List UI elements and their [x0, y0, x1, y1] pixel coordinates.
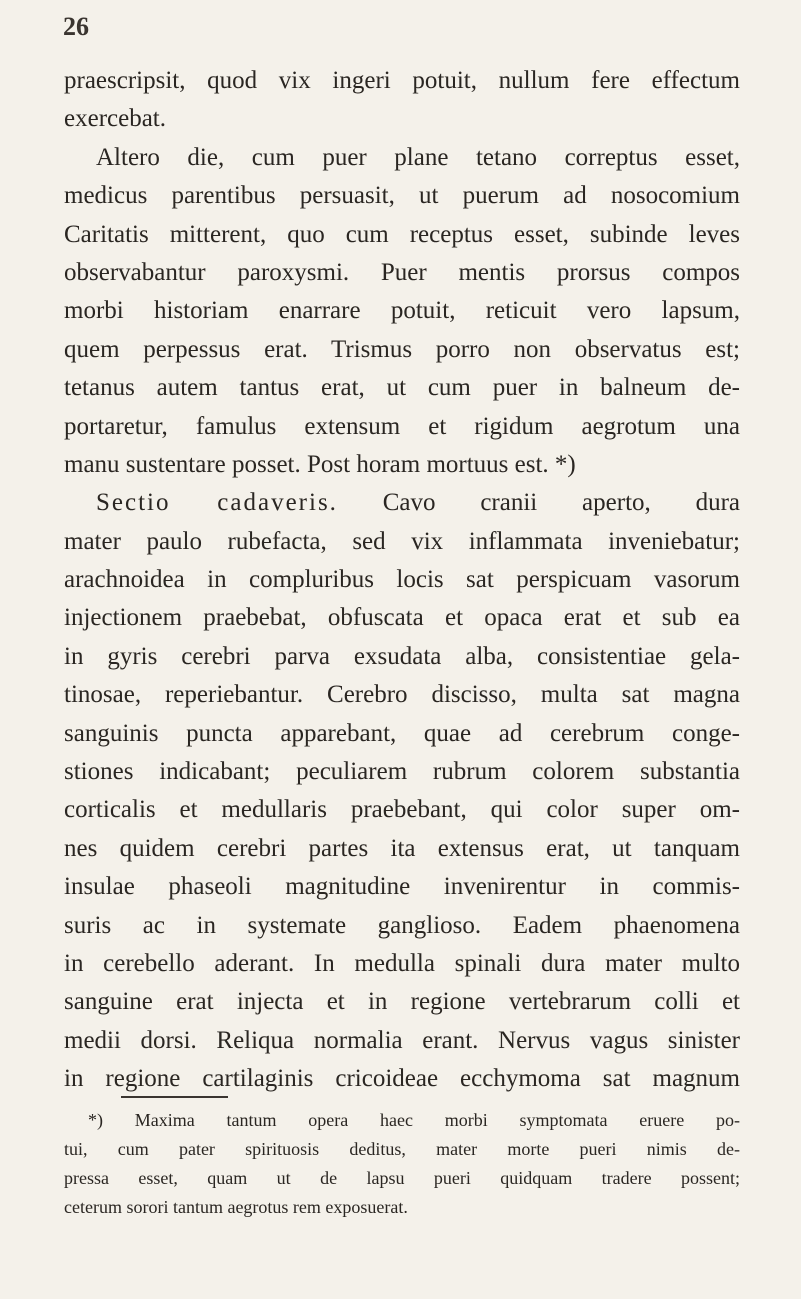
footnote-line: pressa esset, quam ut de lapsu pueri quidquam tradere possent; [64, 1168, 740, 1188]
text-line: tinosae, reperiebantur. Cerebro discisso, multa sat magna [64, 681, 740, 709]
text-line: exercebat. [64, 105, 167, 133]
text-line: corticalis et medullaris praebebant, qui color super om- [64, 796, 740, 824]
text-line: Caritatis mitterent, quo cum receptus esset, subinde leves [64, 220, 740, 248]
text-line: injectionem praebebat, obfuscata et opaca erat et sub ea [64, 604, 740, 632]
footnote [64, 1106, 740, 1222]
text-line: arachnoidea in compluribus locis sat perspicuam vasorum [64, 566, 740, 594]
text-line: sanguinis puncta apparebant, quae ad cerebrum conge- [64, 719, 740, 747]
text-line [64, 484, 740, 522]
text-line: medii dorsi. Reliqua normalia erant. Nervus vagus sinister [64, 1026, 740, 1054]
text-line: Altero die, cum puer plane tetano correptus esset, [96, 143, 740, 171]
text-line: nes quidem cerebri partes ita extensus erat, ut tanquam [64, 834, 740, 862]
text-line: in gyris cerebri parva exsudata alba, consistentiae gela- [64, 642, 740, 670]
text-line: praescripsit, quod vix ingeri potuit, nullum fere effectum [64, 67, 740, 94]
text-line: observabantur paroxysmi. Puer mentis prorsus compos [64, 258, 740, 286]
text-fragment: Cavo cranii aperto, dura [382, 489, 740, 517]
text-line: stiones indicabant; peculiarem rubrum colorem substantia [64, 758, 740, 786]
footnote-line: ceterum sorori tantum aegrotus rem exposuerat. [64, 1197, 408, 1217]
text-line: tetanus autem tantus erat, ut cum puer in balneum de- [64, 374, 740, 402]
text-line: mater paulo rubefacta, sed vix inflammata inveniebatur; [64, 527, 740, 555]
footnote-rule [121, 1096, 228, 1098]
section-heading: Sectio cadaveris. [96, 489, 338, 517]
text-line: sanguine erat injecta et in regione vertebrarum colli et [64, 988, 740, 1016]
text-line: portaretur, famulus extensum et rigidum aegrotum una [64, 412, 740, 440]
text-line: medicus parentibus persuasit, ut puerum ad nosocomium [64, 182, 740, 210]
text-line: in regione cartilaginis cricoideae ecchymoma sat magnum [64, 1065, 740, 1093]
page-number: 26 [63, 12, 89, 41]
text-line: suris ac in systemate ganglioso. Eadem phaenomena [64, 911, 740, 939]
text-line: morbi historiam enarrare potuit, reticuit vero lapsum, [64, 297, 740, 325]
body-text [64, 62, 740, 1099]
footnote-line: tui, cum pater spirituosis deditus, mater morte pueri nimis de- [64, 1139, 740, 1159]
text-line: manu sustentare posset. Post horam mortuus est. *) [64, 450, 576, 478]
text-line: quem perpessus erat. Trismus porro non observatus est; [64, 335, 740, 363]
footnote-line: *) Maxima tantum opera haec morbi symptomata eruere po- [88, 1110, 740, 1130]
text-line: insulae phaseoli magnitudine invenirentur in commis- [64, 873, 740, 901]
text-line: in cerebello aderant. In medulla spinali dura mater multo [64, 949, 740, 977]
